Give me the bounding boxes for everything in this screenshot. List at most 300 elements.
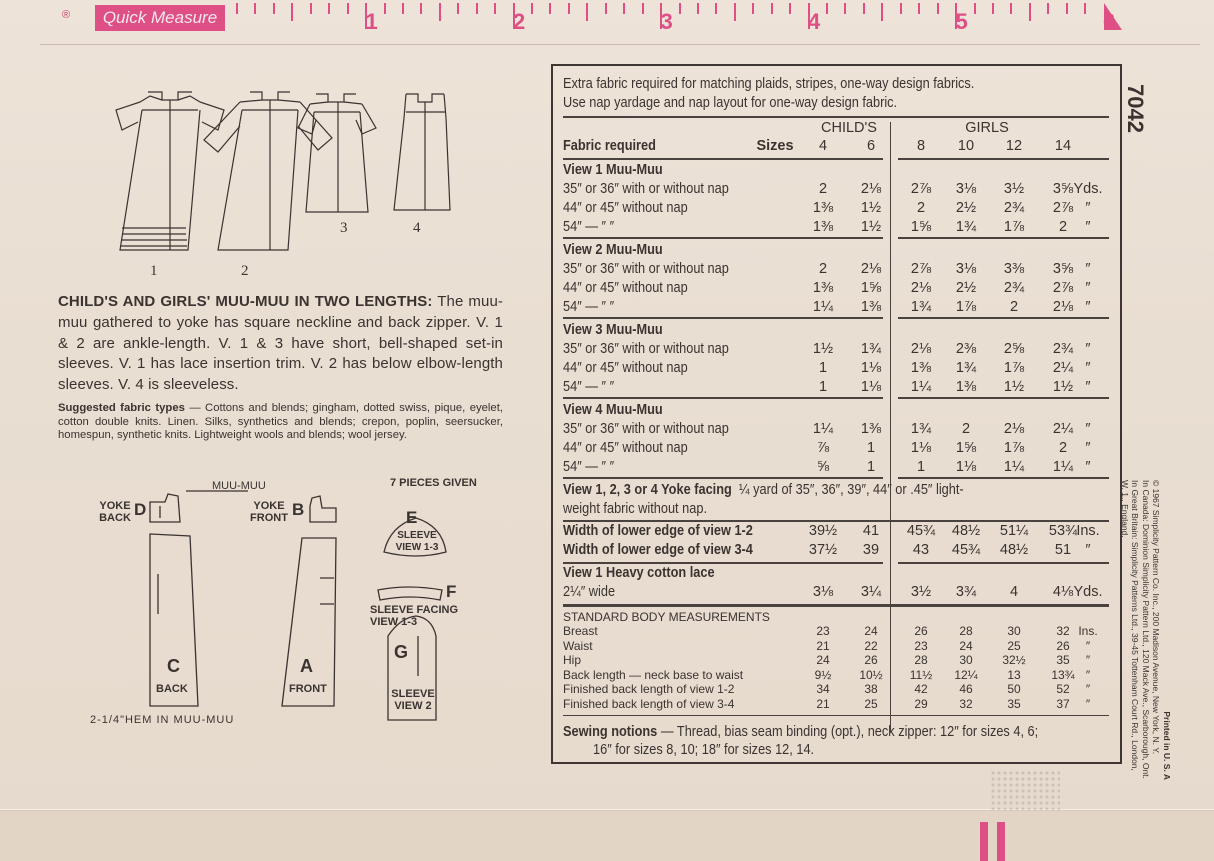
copyright-line: © 1967 Simplicity Pattern Co. Inc., 200 Madison Avenue, New York, N. Y. xyxy=(1151,480,1162,755)
body-measurement-value: 37 xyxy=(1056,697,1070,711)
piece-letter-f: F xyxy=(446,582,457,601)
ruler-inch-label: 5 xyxy=(955,9,968,34)
view-1-row-value: 2⅛ xyxy=(860,181,882,197)
view-1-row-value: 2⅞ xyxy=(1052,200,1074,216)
view-label-4: 4 xyxy=(413,220,421,236)
quick-measure-badge: Quick Measure xyxy=(95,5,225,31)
lower-edge-row-value: 43 xyxy=(912,542,930,558)
body-measurement-value: 23 xyxy=(914,638,928,653)
view-1-row-value: 1½ xyxy=(860,219,882,235)
ruler-tick xyxy=(402,3,404,14)
description-heading: CHILD'S AND GIRLS' MUU-MUU IN TWO LENGTHS: xyxy=(58,293,433,310)
divider xyxy=(898,397,1109,399)
lower-edge-row-value: 48½ xyxy=(951,523,981,539)
lower-edge-row-label: Width of lower edge of view 3-4 xyxy=(563,542,753,558)
view-2-row-value: 2⅛ xyxy=(860,261,882,277)
view-3-row-value: 1½ xyxy=(812,341,834,357)
yoke-facing-text-2: weight fabric without nap. xyxy=(563,501,707,517)
lace-row-value: 4⅛ xyxy=(1052,584,1074,600)
ruler-tick xyxy=(384,3,386,14)
view-3-row-value: 1⅛ xyxy=(860,360,882,376)
body-measurement-value: 29 xyxy=(914,697,928,711)
view-4-row-value: 1¼ xyxy=(1003,459,1025,475)
britain-line: In Great Britain: Simplicity Patterns Ltd., 39-45 Tottenham Court Rd., London, W. 1., England. xyxy=(1120,480,1141,771)
lace-row-value: 3⅛ xyxy=(812,584,834,600)
view-3-row-value: 1 xyxy=(818,360,828,376)
body-measurement-value: 32 xyxy=(1056,624,1070,638)
ruler-tick xyxy=(900,3,902,14)
ruler-tick xyxy=(734,3,736,21)
view-3-row-value: 1½ xyxy=(1052,379,1074,395)
divider xyxy=(898,158,1109,160)
view-2-row-unit: ″ xyxy=(1085,280,1091,296)
view-4-row-unit: ″ xyxy=(1085,421,1091,437)
lower-edge-row-value: 53¾ xyxy=(1048,523,1078,539)
view-3-row-label: 44″ or 45″ without nap xyxy=(563,360,688,376)
view-4-row-value: 2⅛ xyxy=(1003,421,1025,437)
piece-letter-a: A xyxy=(300,656,313,676)
divider xyxy=(563,397,883,399)
view-3-row-label: 35″ or 36″ with or without nap xyxy=(563,341,729,357)
ruler-tick xyxy=(310,3,312,14)
body-measurement-value: 32 xyxy=(959,697,973,711)
view-4-row-value: 1 xyxy=(866,440,876,456)
view-4-row-label: 35″ or 36″ with or without nap xyxy=(563,421,729,437)
body-measurement-value: 13 xyxy=(1007,667,1021,682)
view-4-row-value: ⅞ xyxy=(816,440,830,456)
group-girls: GIRLS xyxy=(965,120,1009,136)
ruler-tick xyxy=(586,3,588,21)
ruler-inch-label: 6 xyxy=(1103,9,1116,34)
view-4-row-label: 44″ or 45″ without nap xyxy=(563,440,688,456)
view-2-row-value: 2 xyxy=(818,261,828,277)
ruler-tick xyxy=(254,3,256,14)
view-3-row-value: 2¼ xyxy=(1052,360,1074,376)
lower-edge-row-value: 48½ xyxy=(999,542,1029,558)
lower-edge-row-unit: ″ xyxy=(1085,542,1091,558)
body-measurement-value: 34 xyxy=(816,682,830,697)
body-measurement-value: 25 xyxy=(864,697,878,711)
view-2-row-value: 2¾ xyxy=(1003,280,1025,296)
piece-letter-b: B xyxy=(292,500,305,519)
view-3-row-value: 1 xyxy=(818,379,828,395)
view-3-row-value: 1⅛ xyxy=(860,379,882,395)
view-1-row-value: 1⅜ xyxy=(812,219,834,235)
body-measurement-label: Finished back length of view 3-4 xyxy=(563,697,735,711)
lower-edge-row-unit: Ins. xyxy=(1076,523,1100,539)
view-1-row-value: 3⅛ xyxy=(955,181,977,197)
body-measurement-value: 26 xyxy=(914,624,928,638)
view-1-row-value: 1½ xyxy=(860,200,882,216)
view-4-row-value: 1⅞ xyxy=(1003,440,1025,456)
ruler-tick xyxy=(623,3,625,14)
divider xyxy=(563,237,883,239)
view-1-row-label: 54″ — ″ ″ xyxy=(563,219,615,235)
ruler-inch-label: 4 xyxy=(808,9,821,34)
divider xyxy=(898,477,1109,479)
body-measurement-value: 32½ xyxy=(1002,653,1026,668)
body-measurement-unit: ″ xyxy=(1085,697,1091,711)
ruler-tick xyxy=(974,3,976,14)
ruler-tick xyxy=(347,3,349,14)
lower-edge-row-value: 45¾ xyxy=(906,523,936,539)
view-4-row-value: 1⅜ xyxy=(860,421,882,437)
body-measurement-value: 52 xyxy=(1056,682,1070,697)
view-3-row-value: 2⅝ xyxy=(1003,341,1025,357)
body-measurement-value: 9½ xyxy=(814,667,832,682)
lace-row-value: 4 xyxy=(1009,584,1019,600)
ruler-tick xyxy=(549,3,551,14)
ruler-tick xyxy=(1084,3,1086,14)
body-measurement-value: 10½ xyxy=(859,667,883,682)
view-label-3: 3 xyxy=(340,220,348,236)
divider xyxy=(898,562,1109,564)
view-3-row-value: 2⅜ xyxy=(955,341,977,357)
piece-label-sleeve-facing: SLEEVE FACING VIEW 1-3 xyxy=(370,604,459,628)
suggested-fabric-types xyxy=(58,402,503,443)
fabric-required-label: Fabric required xyxy=(563,138,656,154)
ruler-tick xyxy=(494,3,496,14)
pattern-number: 7042 xyxy=(1123,84,1148,133)
ruler-tick xyxy=(568,3,570,14)
ruler-tick xyxy=(439,3,441,21)
ruler-tick xyxy=(697,3,699,14)
price-stamp xyxy=(990,770,1060,810)
ruler-tick xyxy=(605,3,607,14)
pink-bar-2 xyxy=(997,822,1005,861)
divider xyxy=(563,158,883,160)
body-measurement-unit: ″ xyxy=(1085,653,1091,668)
view-4-row-label: 54″ — ″ ″ xyxy=(563,459,615,475)
view-2-row-value: 1¾ xyxy=(910,299,932,315)
view-3-row-value: 1¾ xyxy=(955,360,977,376)
view-4-row-value: 1⅝ xyxy=(955,440,977,456)
chart-note-line-2: Use nap yardage and nap layout for one-way design fabric. xyxy=(563,95,898,111)
view-2-row-unit: ″ xyxy=(1085,261,1091,277)
body-measurement-value: 30 xyxy=(1007,624,1021,638)
view-4-row-value: ⅝ xyxy=(816,459,830,475)
view-2-row-value: 2 xyxy=(1009,299,1019,315)
body-measurement-value: 25 xyxy=(1007,638,1021,653)
view-1-row-value: 1⅝ xyxy=(910,219,932,235)
lower-edge-row-value: 39½ xyxy=(808,523,838,539)
body-measurement-unit: ″ xyxy=(1085,638,1091,653)
view-1-row-value: 2 xyxy=(1058,219,1068,235)
view-4-row-value: 2 xyxy=(1058,440,1068,456)
view-1-row-value: 2⅞ xyxy=(910,181,932,197)
view-1-row-label: 44″ or 45″ without nap xyxy=(563,200,688,216)
view-1-row-value: 1⅜ xyxy=(812,200,834,216)
view-4-row-value: 2¼ xyxy=(1052,421,1074,437)
view-4-row-value: 1⅛ xyxy=(955,459,977,475)
body-measurement-unit: Ins. xyxy=(1078,624,1098,638)
view-1-row-value: 2 xyxy=(818,181,828,197)
ruler-tick xyxy=(992,3,994,14)
ruler-tick xyxy=(531,3,533,14)
view-sketches xyxy=(100,80,480,290)
ruler-tick xyxy=(752,3,754,14)
view-1-row-value: 1¾ xyxy=(955,219,977,235)
body-measurement-value: 28 xyxy=(959,624,973,638)
body-measurement-value: 13¾ xyxy=(1051,667,1075,682)
body-measurement-label: Back length — neck base to waist xyxy=(563,667,744,682)
size-header-14: 14 xyxy=(1054,138,1072,154)
size-header-12: 12 xyxy=(1005,138,1023,154)
dress-sketches-icon xyxy=(100,80,480,290)
body-measurement-label: Hip xyxy=(563,653,582,668)
view-1-row-unit: ″ xyxy=(1085,200,1091,216)
body-measurements-title: STANDARD BODY MEASUREMENTS xyxy=(563,610,770,624)
body-measurement-value: 21 xyxy=(816,697,830,711)
body-measurement-value: 21 xyxy=(816,638,830,653)
piece-letter-g: G xyxy=(394,642,409,662)
ruler-tick xyxy=(1029,3,1031,21)
hem-note: 2-1/4"HEM IN MUU-MUU xyxy=(90,714,235,726)
view-2-row-label: 35″ or 36″ with or without nap xyxy=(563,261,729,277)
lace-row-value: 3¼ xyxy=(860,584,882,600)
piece-label-back: BACK xyxy=(156,683,188,695)
yardage-chart xyxy=(551,64,1122,764)
view-2-row-value: 1⅜ xyxy=(860,299,882,315)
piece-letter-d: D xyxy=(134,500,147,519)
lace-row-unit: Yds. xyxy=(1073,584,1103,600)
sizes-label: Sizes xyxy=(756,138,794,154)
lace-row-value: 3½ xyxy=(910,584,932,600)
view-4-row-unit: ″ xyxy=(1085,459,1091,475)
view-label-2: 2 xyxy=(241,263,249,279)
ruler-inch-label: 1 xyxy=(365,9,378,34)
body-measurement-value: 30 xyxy=(959,653,973,668)
notions-line-1: — Thread, bias seam binding (opt.), neck zipper: 12″ for sizes 4, 6; xyxy=(657,724,1039,740)
view-2-row-value: 2½ xyxy=(955,280,977,296)
body-measurement-value: 22 xyxy=(864,638,878,653)
body-measurement-value: 24 xyxy=(816,653,830,668)
view-3-row-value: 2¾ xyxy=(1052,341,1074,357)
fabric-types-text: — Cottons and blends; gingham, dotted swiss, pique, eyelet, cotton double knits. Linen. Silks, synthetics and blends; crepon, poplin, seersucker, homespun, synthetic knits. Lightweight wools and blends; wool jersey. xyxy=(58,402,503,442)
lower-edge-row-value: 51 xyxy=(1054,542,1072,558)
pattern-pieces xyxy=(90,470,490,730)
fabric-types-label: Suggested fabric types xyxy=(58,402,185,414)
ruler-tick xyxy=(291,3,293,21)
notions-label: Sewing notions xyxy=(563,724,658,740)
canada-line: In Canada: Dominion Simplicity Pattern Ltd., 120 Mack Ave., Scarborough, Ont. xyxy=(1141,480,1151,779)
view-1-row-value: 2¾ xyxy=(1003,200,1025,216)
size-header-6: 6 xyxy=(866,138,876,154)
view-2-row-value: 3⅛ xyxy=(955,261,977,277)
body-measurement-unit: ″ xyxy=(1085,667,1091,682)
lower-edge-row-label: Width of lower edge of view 1-2 xyxy=(563,523,753,539)
lace-row-value: 3¾ xyxy=(955,584,977,600)
ruler-tick xyxy=(1010,3,1012,14)
view-2-row-value: 3⅝ xyxy=(1052,261,1074,277)
ruler-tick xyxy=(328,3,330,14)
view-2-row-value: 1⅜ xyxy=(812,280,834,296)
ruler-tick xyxy=(844,3,846,14)
view-2-row-value: 2⅞ xyxy=(910,261,932,277)
view-2-row-value: 2⅞ xyxy=(1052,280,1074,296)
view-1-row-value: 2½ xyxy=(955,200,977,216)
lower-edge-row-value: 51¼ xyxy=(999,523,1029,539)
view-4-row-value: 1¾ xyxy=(910,421,932,437)
lace-title: View 1 Heavy cotton lace xyxy=(563,565,715,581)
piece-label-sleeve-1-3: SLEEVE VIEW 1-3 xyxy=(395,530,439,553)
body-measurement-value: 46 xyxy=(959,682,973,697)
ruler-tick xyxy=(1047,3,1049,14)
view-3-row-value: 1¼ xyxy=(910,379,932,395)
ruler-tick xyxy=(826,3,828,14)
body-measurement-value: 42 xyxy=(914,682,928,697)
view-1-row-value: 2 xyxy=(916,200,926,216)
ruler-tick xyxy=(918,3,920,14)
piece-letter-c: C xyxy=(167,656,180,676)
piece-label-front: FRONT xyxy=(289,683,327,695)
lace-row-label: 2¼″ wide xyxy=(563,584,616,600)
view-3-row-value: 1⅜ xyxy=(955,379,977,395)
envelope-bottom-flap xyxy=(0,810,1214,861)
view-4-row-value: 1¼ xyxy=(1052,459,1074,475)
view-label-1: 1 xyxy=(150,263,158,279)
ruler-tick xyxy=(679,3,681,14)
divider xyxy=(898,317,1109,319)
view-3-row-unit: ″ xyxy=(1085,360,1091,376)
view-1-row-label: 35″ or 36″ with or without nap xyxy=(563,181,729,197)
body-measurement-value: 28 xyxy=(914,653,928,668)
body-measurement-unit: ″ xyxy=(1085,682,1091,697)
body-measurement-value: 35 xyxy=(1056,653,1070,668)
piece-letter-e: E xyxy=(406,508,418,527)
ruler-tick xyxy=(937,3,939,14)
size-header-10: 10 xyxy=(957,138,975,154)
notions-line-2: 16″ for sizes 8, 10; 18″ for sizes 12, 14. xyxy=(593,742,815,758)
divider xyxy=(563,715,1109,716)
view-2-row-value: 3⅜ xyxy=(1003,261,1025,277)
ruler-tick xyxy=(273,3,275,14)
view-3-row-unit: ″ xyxy=(1085,341,1091,357)
view-2-row-value: 1⅞ xyxy=(955,299,977,315)
body-measurement-value: 50 xyxy=(1007,682,1021,697)
body-measurement-value: 23 xyxy=(816,624,830,638)
view-2-row-value: 1¼ xyxy=(812,299,834,315)
body-measurement-value: 12¼ xyxy=(954,667,978,682)
ruler-tick xyxy=(1066,3,1068,14)
ruler-tick xyxy=(236,3,238,14)
printed-in: Printed in U. S. A xyxy=(1162,711,1172,780)
view-2-title: View 2 Muu-Muu xyxy=(563,242,663,258)
divider xyxy=(563,562,883,564)
view-2-row-value: 1⅝ xyxy=(860,280,882,296)
view-4-row-value: 2 xyxy=(961,421,971,437)
lower-edge-row-value: 39 xyxy=(862,542,880,558)
view-1-row-unit: ″ xyxy=(1085,219,1091,235)
view-4-row-value: 1 xyxy=(916,459,926,475)
view-1-row-value: 3½ xyxy=(1003,181,1025,197)
lower-edge-row-value: 37½ xyxy=(808,542,838,558)
envelope-flap-fold xyxy=(40,44,1200,45)
ruler-tick xyxy=(771,3,773,14)
view-4-row-value: 1 xyxy=(866,459,876,475)
registered-mark: ® xyxy=(62,9,71,21)
yoke-facing xyxy=(563,482,964,498)
view-3-row-label: 54″ — ″ ″ xyxy=(563,379,615,395)
divider xyxy=(563,317,883,319)
piece-label-yoke-front: YOKE FRONT xyxy=(250,500,288,524)
chart-note-line-1: Extra fabric required for matching plaids, stripes, one-way design fabrics. xyxy=(563,76,975,92)
divider xyxy=(563,116,1109,118)
divider xyxy=(898,237,1109,239)
view-3-row-value: 1½ xyxy=(1003,379,1025,395)
body-measurement-value: 26 xyxy=(1056,638,1070,653)
copyright-block xyxy=(1120,480,1173,780)
view-1-row-value: 3⅝ xyxy=(1052,181,1074,197)
view-2-row-value: 2⅛ xyxy=(1052,299,1074,315)
view-3-row-value: 1⅜ xyxy=(910,360,932,376)
body-measurement-value: 11½ xyxy=(909,667,933,682)
view-3-row-value: 1¾ xyxy=(860,341,882,357)
view-3-title: View 3 Muu-Muu xyxy=(563,322,663,338)
view-2-row-unit: ″ xyxy=(1085,299,1091,315)
description-body: The muu-muu gathered to yoke has square neckline and back zipper. V. 1 & 2 are ankle-length. V. 1 & 3 have short, bell-shaped set-in sleeves. V. 1 has lace insertion trim. V. 2 has below elbow-length sleeves. V. 4 is sleeveless. xyxy=(58,293,503,394)
lower-edge-row-value: 41 xyxy=(862,523,880,539)
body-measurement-label: Breast xyxy=(563,624,598,638)
view-3-row-value: 1⅞ xyxy=(1003,360,1025,376)
lower-edge-row-value: 45¾ xyxy=(951,542,981,558)
body-measurement-label: Finished back length of view 1-2 xyxy=(563,682,735,697)
pieces-title: MUU-MUU xyxy=(212,480,266,492)
view-1-title: View 1 Muu-Muu xyxy=(563,162,663,178)
view-4-title: View 4 Muu-Muu xyxy=(563,402,663,418)
view-3-row-value: 2⅛ xyxy=(910,341,932,357)
ruler-tick xyxy=(476,3,478,14)
view-2-row-label: 54″ — ″ ″ xyxy=(563,299,615,315)
body-measurement-value: 24 xyxy=(959,638,973,653)
pieces-count: 7 PIECES GIVEN xyxy=(390,477,477,489)
piece-label-sleeve-2: SLEEVE VIEW 2 xyxy=(391,688,435,712)
view-2-row-value: 2⅛ xyxy=(910,280,932,296)
size-header-4: 4 xyxy=(818,138,828,154)
ruler-tick xyxy=(863,3,865,14)
yoke-facing-text: ¼ yard of 35″, 36″, 39″, 44″ or .45″ light- xyxy=(738,482,964,498)
divider xyxy=(563,604,1109,607)
quick-measure-ruler xyxy=(0,0,1214,40)
view-4-row-value: 1¼ xyxy=(812,421,834,437)
ruler-tick xyxy=(881,3,883,21)
ruler-inch-label: 2 xyxy=(513,9,526,34)
body-measurement-value: 35 xyxy=(1007,697,1021,711)
pattern-description xyxy=(58,292,503,396)
ruler-tick xyxy=(789,3,791,14)
ruler-tick xyxy=(642,3,644,14)
divider xyxy=(563,520,1109,522)
body-measurement-value: 26 xyxy=(864,653,878,668)
ruler-inch-label: 3 xyxy=(660,9,673,34)
pink-bar-1 xyxy=(980,822,988,861)
ruler-tick xyxy=(457,3,459,14)
view-4-row-unit: ″ xyxy=(1085,440,1091,456)
size-header-8: 8 xyxy=(916,138,926,154)
view-1-row-unit: Yds. xyxy=(1073,181,1103,197)
body-measurement-value: 38 xyxy=(864,682,878,697)
view-3-row-unit: ″ xyxy=(1085,379,1091,395)
yoke-facing-label: View 1, 2, 3 or 4 Yoke facing xyxy=(563,482,732,498)
group-childs: CHILD'S xyxy=(821,120,877,136)
divider xyxy=(563,477,883,479)
ruler-tick xyxy=(715,3,717,14)
body-measurement-value: 24 xyxy=(864,624,878,638)
piece-label-yoke-back: YOKE BACK xyxy=(99,500,131,524)
view-1-row-value: 1⅞ xyxy=(1003,219,1025,235)
body-measurement-label: Waist xyxy=(563,638,593,653)
sewing-notions xyxy=(563,724,1038,740)
